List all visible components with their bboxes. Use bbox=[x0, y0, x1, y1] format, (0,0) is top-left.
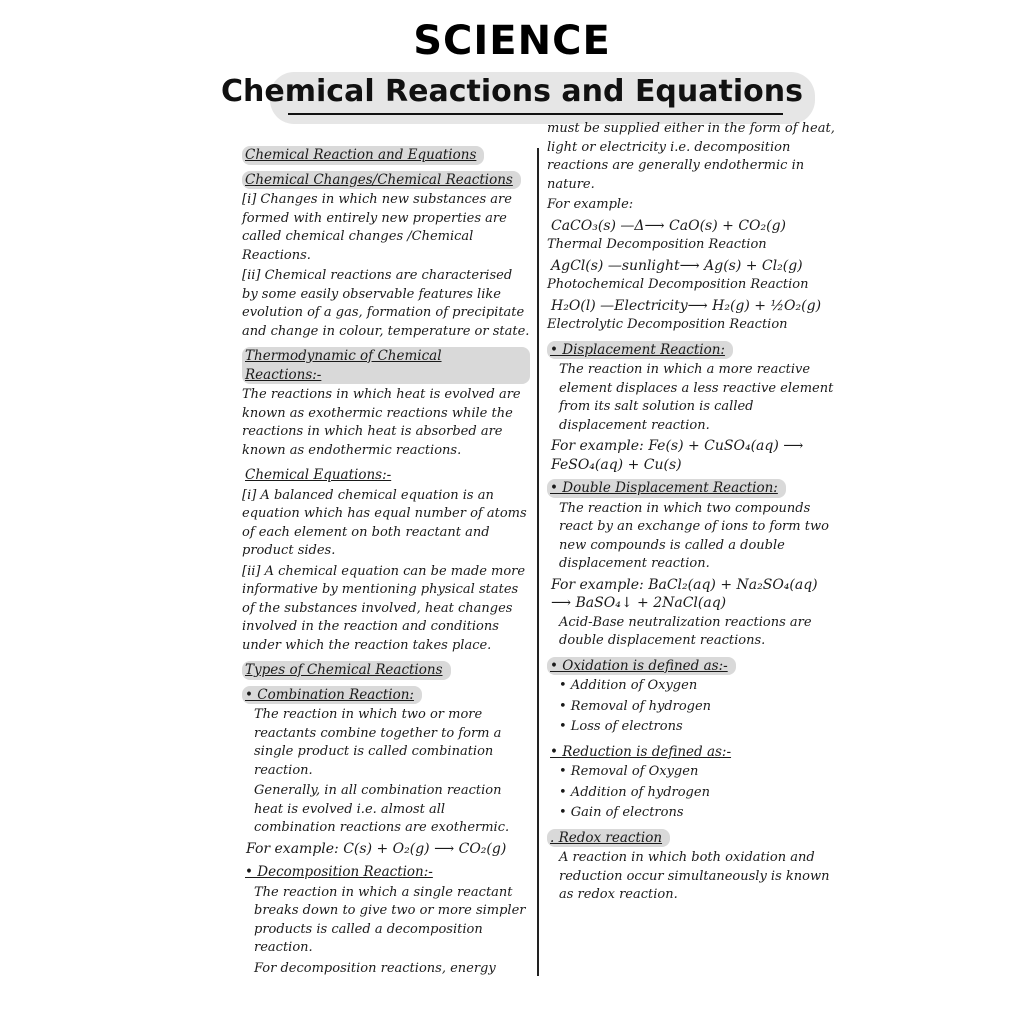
double-displacement-example: For example: BaCl₂(aq) + Na₂SO₄(aq) ⟶ BaSO₄↓ + 2NaCl(aq) bbox=[551, 576, 818, 611]
topic-title: Chemical Reactions and Equations bbox=[221, 74, 803, 109]
subject-title: SCIENCE bbox=[413, 18, 611, 64]
column-divider bbox=[537, 148, 539, 976]
heading-chemical-reaction: Chemical Reaction and Equations bbox=[242, 146, 484, 165]
paragraph-double-displacement: The reaction in which two compounds react by an exchange of ions to form two new compounds is called a double displacement reaction. bbox=[559, 500, 829, 571]
reduction-item: • Gain of electrons bbox=[559, 805, 684, 820]
paragraph-energy-supplied: must be supplied either in the form of heat, light or electricity i.e. decomposition reactions are generally endothermic in nature. bbox=[547, 121, 835, 192]
heading-reduction: • Reduction is defined as:- bbox=[550, 743, 732, 760]
paragraph-decomposition: The reaction in which a single reactant breaks down to give two or more simpler products is called a decomposition reaction. bbox=[254, 884, 526, 955]
displacement-example: For example: Fe(s) + CuSO₄(aq) ⟶ FeSO₄(aq) + Cu(s) bbox=[551, 438, 804, 473]
paragraph-informative-equation: [ii] A chemical equation can be made more informative by mentioning physical states of the substances involved, heat changes involved in the reaction and conditions under which the reaction takes place. bbox=[242, 563, 526, 653]
right-column bbox=[547, 120, 837, 907]
left-column bbox=[242, 142, 530, 980]
equation-electrolytic: H₂O(l) —Electricity⟶ H₂(g) + ½O₂(g) bbox=[551, 297, 822, 314]
heading-chemical-changes: Chemical Changes/Chemical Reactions bbox=[242, 171, 521, 190]
paragraph-exothermic: The reactions in which heat is evolved are known as exothermic reactions while the reactions in which heat is absorbed are known as endothermic reactions. bbox=[242, 387, 521, 458]
heading-types: Types of Chemical Reactions bbox=[242, 661, 451, 680]
oxidation-item: • Addition of Oxygen bbox=[559, 678, 698, 693]
paragraph-combination: The reaction in which two or more reactants combine together to form a single product is called combination reaction. bbox=[254, 707, 502, 778]
paragraph-acid-base: Acid-Base neutralization reactions are double displacement reactions. bbox=[559, 614, 812, 648]
label-electrolytic: Electrolytic Decomposition Reaction bbox=[547, 317, 788, 332]
heading-chemical-equations: Chemical Equations:- bbox=[245, 467, 392, 483]
for-example-label: For example: bbox=[547, 197, 634, 212]
combination-example: For example: C(s) + O₂(g) ⟶ CO₂(g) bbox=[246, 840, 507, 857]
heading-combination: • Combination Reaction: bbox=[242, 686, 422, 705]
paragraph-balanced-equation: [i] A balanced chemical equation is an equation which has equal number of atoms of each element on both reactant and product sides. bbox=[242, 487, 527, 558]
equation-photochemical: AgCl(s) —sunlight⟶ Ag(s) + Cl₂(g) bbox=[551, 257, 803, 274]
reduction-item: • Addition of hydrogen bbox=[559, 784, 710, 800]
heading-redox: . Redox reaction bbox=[547, 829, 670, 848]
paragraph-decomposition-energy: For decomposition reactions, energy bbox=[254, 960, 496, 976]
heading-displacement: • Displacement Reaction: bbox=[547, 341, 733, 360]
label-thermal: Thermal Decomposition Reaction bbox=[547, 237, 767, 252]
heading-thermodynamic: Thermodynamic of Chemical Reactions:- bbox=[242, 347, 530, 384]
paragraph-combination-exothermic: Generally, in all combination reaction heat is evolved i.e. almost all combination reactions are exothermic. bbox=[254, 783, 510, 835]
topic-underline bbox=[288, 113, 783, 115]
paragraph-chemical-changes: [i] Changes in which new substances are formed with entirely new properties are called chemical changes /Chemical Reactions. bbox=[242, 192, 512, 263]
heading-double-displacement: • Double Displacement Reaction: bbox=[547, 479, 786, 498]
equation-thermal: CaCO₃(s) —Δ⟶ CaO(s) + CO₂(g) bbox=[551, 217, 787, 234]
oxidation-item: • Loss of electrons bbox=[559, 719, 683, 734]
paragraph-redox: A reaction in which both oxidation and reduction occur simultaneously is known as redox reaction. bbox=[559, 850, 830, 902]
label-photochemical: Photochemical Decomposition Reaction bbox=[547, 277, 809, 292]
reduction-item: • Removal of Oxygen bbox=[559, 764, 699, 779]
paragraph-characteristics: [ii] Chemical reactions are characterised by some easily observable features like evolution of a gas, formation of precipitate and change in colour, temperature or state. bbox=[242, 268, 530, 339]
heading-oxidation: • Oxidation is defined as:- bbox=[547, 657, 736, 676]
heading-decomposition: • Decomposition Reaction:- bbox=[245, 864, 433, 880]
paragraph-displacement: The reaction in which a more reactive element displaces a less reactive element from its salt solution is called displacement reaction. bbox=[559, 362, 834, 433]
oxidation-item: • Removal of hydrogen bbox=[559, 698, 712, 714]
